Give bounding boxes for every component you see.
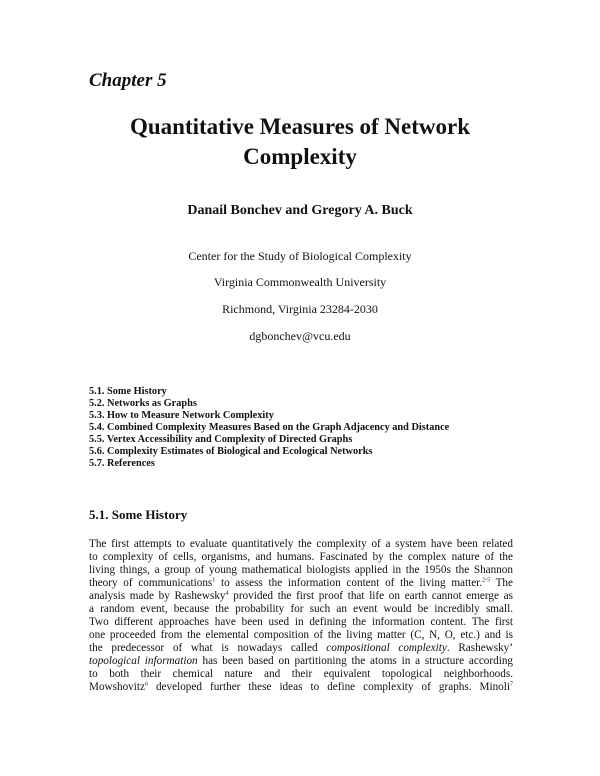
citation-superscript: 1 — [212, 577, 216, 584]
italic-term: compositional complexity — [326, 642, 447, 654]
body-paragraph — [89, 538, 513, 694]
affiliation-university: Virginia Commonwealth University — [213, 275, 387, 289]
toc-item: 5.7. References — [89, 458, 155, 469]
citation-superscript: 6 — [144, 681, 148, 688]
italic-term: topological information — [89, 655, 198, 667]
citation-superscript: 2-5 — [482, 577, 491, 584]
text-run: The — [490, 577, 513, 589]
text-run: to assess the information content of the living matter. — [215, 577, 483, 589]
authors: Danail Bonchev and Gregory A. Buck — [187, 203, 413, 218]
affiliation-address: Richmond, Virginia 23284-2030 — [222, 302, 378, 316]
text-run: theory of communications — [89, 577, 213, 589]
citation-superscript: 4 — [225, 590, 229, 597]
paragraph-line: to complexity of cells, organisms, and humans. Fascinated by the complex nature of the — [89, 551, 513, 563]
toc-item: 5.4. Combined Complexity Measures Based on the Graph Adjacency and Distance — [89, 422, 450, 433]
paragraph-line — [89, 681, 513, 694]
paragraph-line — [89, 590, 513, 603]
text-run: provided the first proof that life on earth cannot emerge as — [228, 590, 514, 602]
section-heading: 5.1. Some History — [89, 507, 188, 522]
affiliation-center: Center for the Study of Biological Complexity — [188, 249, 412, 263]
paragraph-line: The first attempts to evaluate quantitatively the complexity of a system have been related — [89, 538, 513, 550]
table-of-contents — [89, 386, 449, 470]
paragraph-line — [89, 577, 513, 590]
text-run: Mowshovitz — [89, 681, 145, 693]
chapter-label: Chapter 5 — [89, 70, 167, 91]
text-run: developed further these ideas to define complexity of graphs. Minoli — [147, 681, 510, 693]
chapter-title-line: Quantitative Measures of Network — [129, 114, 471, 139]
toc-item: 5.2. Networks as Graphs — [89, 398, 197, 409]
toc-item: 5.5. Vertex Accessibility and Complexity of Directed Graphs — [89, 434, 353, 445]
paragraph-line: Two different approaches have been used in defining the information content. The first — [89, 616, 513, 628]
toc-item: 5.1. Some History — [89, 386, 167, 397]
chapter-title — [60, 112, 540, 172]
citation-superscript: 7 — [510, 681, 513, 688]
toc-item: 5.6. Complexity Estimates of Biological and Ecological Networks — [89, 446, 373, 457]
text-run: has been based on partitioning the atoms in a structure according — [197, 655, 514, 667]
toc-item: 5.3. How to Measure Network Complexity — [89, 410, 274, 421]
author-email: dgbonchev@vcu.edu — [249, 329, 351, 343]
text-run: analysis made by Rashewsky — [89, 590, 226, 602]
paragraph-line: to both their chemical nature and their equivalent topological neighborhoods. — [89, 668, 513, 680]
text-run: . Rashewsky’ — [446, 642, 514, 654]
paragraph-line: living things, a group of young mathematical biologists applied in the 1950s the Shannon — [89, 564, 513, 576]
chapter-title-line: Complexity — [243, 144, 357, 169]
paragraph-line — [89, 655, 513, 668]
paragraph-line — [89, 642, 513, 655]
paragraph-line: a random event, because the probability for such an event would be incredibly small. — [89, 603, 513, 615]
paragraph-line: one proceeded from the elemental composition of the living matter (C, N, O, etc.) and is — [89, 629, 513, 641]
text-run: the predecessor of what is nowadays called — [89, 642, 327, 654]
